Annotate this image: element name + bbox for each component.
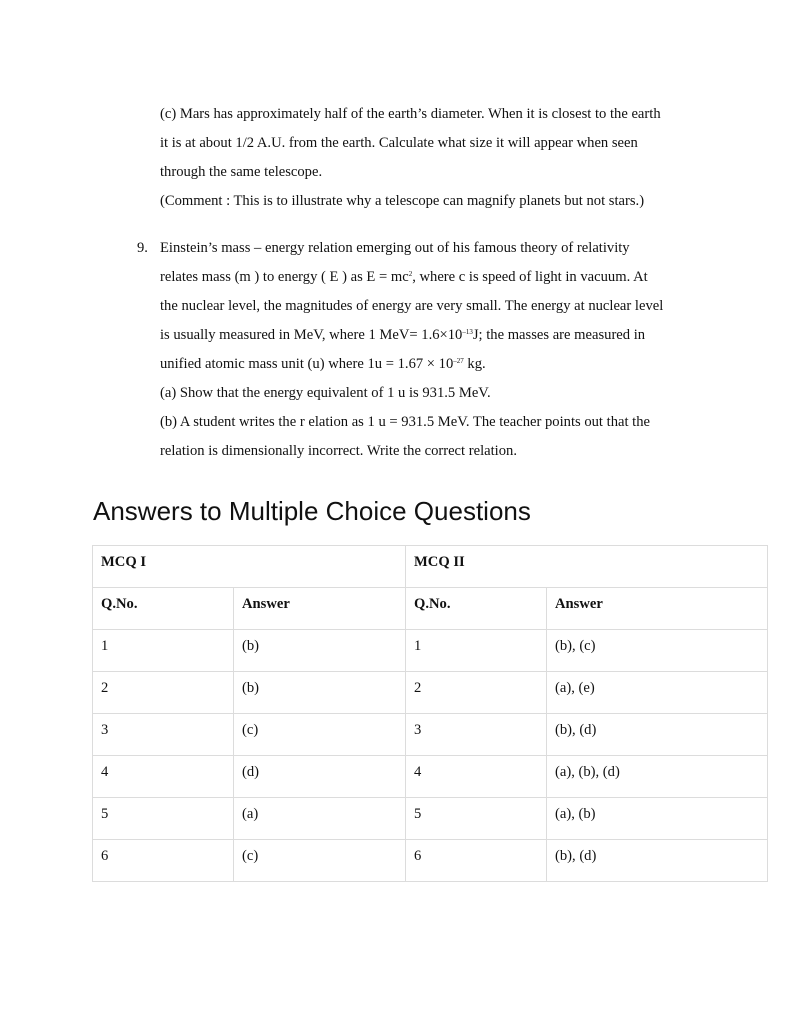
- question-number: 9.: [137, 240, 148, 256]
- superscript: –13: [462, 328, 473, 336]
- group-header-mcq-1: MCQ I: [93, 546, 406, 588]
- table-group-header-row: [93, 546, 768, 588]
- mcq1-answer: (a): [234, 798, 406, 840]
- table-row: [93, 840, 768, 882]
- part-c-line-3: through the same telescope.: [160, 164, 323, 180]
- part-c-line-1: (c) Mars has approximately half of the earth’s diameter. When it is closest to the earth: [160, 106, 661, 122]
- superscript: 2: [408, 270, 413, 278]
- mcq1-qno: 5: [93, 798, 234, 840]
- mcq1-qno: 1: [93, 630, 234, 672]
- section-heading: Answers to Multiple Choice Questions: [93, 496, 531, 526]
- q9-part-b-line-1: (b) A student writes the r elation as 1 u = 931.5 MeV. The teacher points out that the: [160, 414, 651, 430]
- mcq2-answer: (b), (c): [547, 630, 768, 672]
- table-row: [93, 798, 768, 840]
- q9-line-2-text: relates mass (m ) to energy ( E ) as E = mc: [160, 269, 409, 285]
- part-c-comment: (Comment : This is to illustrate why a telescope can magnify planets but not stars.): [160, 193, 645, 209]
- superscript: –27: [453, 357, 464, 365]
- q9-line-2: [160, 267, 648, 287]
- q9-line-5-text-end: kg.: [463, 356, 486, 372]
- table-row: [93, 630, 768, 672]
- table-column-header-row: [93, 588, 768, 630]
- mcq1-answer: (d): [234, 756, 406, 798]
- mcq1-answer: (c): [234, 714, 406, 756]
- q9-line-4: [160, 325, 645, 345]
- mcq1-answer: (b): [234, 672, 406, 714]
- mcq2-qno: 3: [406, 714, 547, 756]
- mcq1-qno: 2: [93, 672, 234, 714]
- mcq2-qno: 4: [406, 756, 547, 798]
- mcq2-qno: 1: [406, 630, 547, 672]
- column-header-answer: Answer: [547, 588, 768, 630]
- q9-line-3: the nuclear level, the magnitudes of energy are very small. The energy at nuclear level: [160, 298, 664, 314]
- q9-line-2-text-end: , where c is speed of light in vacuum. At: [412, 269, 648, 285]
- q9-line-1: Einstein’s mass – energy relation emerging out of his famous theory of relativity: [160, 240, 630, 256]
- mcq2-qno: 2: [406, 672, 547, 714]
- column-header-answer: Answer: [234, 588, 406, 630]
- part-c-line-2: it is at about 1/2 A.U. from the earth. Calculate what size it will appear when seen: [160, 135, 638, 151]
- q9-line-4-text: is usually measured in MeV, where 1 MeV= 1.6×10: [160, 327, 463, 343]
- mcq2-answer: (b), (d): [547, 840, 768, 882]
- mcq2-answer: (b), (d): [547, 714, 768, 756]
- q9-line-5-text: unified atomic mass unit (u) where 1u = 1.67 × 10: [160, 356, 454, 372]
- q9-line-5: [160, 354, 486, 374]
- mcq2-answer: (a), (b): [547, 798, 768, 840]
- mcq2-qno: 6: [406, 840, 547, 882]
- mcq2-answer: (a), (b), (d): [547, 756, 768, 798]
- table-row: [93, 714, 768, 756]
- q9-line-4-text-end: J; the masses are measured in: [472, 327, 646, 343]
- group-header-mcq-2: MCQ II: [406, 546, 768, 588]
- column-header-qno: Q.No.: [93, 588, 234, 630]
- mcq1-qno: 3: [93, 714, 234, 756]
- mcq1-answer: (c): [234, 840, 406, 882]
- q9-part-b-line-2: relation is dimensionally incorrect. Write the correct relation.: [160, 443, 517, 459]
- mcq2-qno: 5: [406, 798, 547, 840]
- mcq1-qno: 6: [93, 840, 234, 882]
- q9-part-a: (a) Show that the energy equivalent of 1 u is 931.5 MeV.: [160, 385, 491, 401]
- mcq2-answer: (a), (e): [547, 672, 768, 714]
- mcq1-qno: 4: [93, 756, 234, 798]
- table-row: [93, 672, 768, 714]
- column-header-qno: Q.No.: [406, 588, 547, 630]
- table-row: [93, 756, 768, 798]
- answers-table: [92, 545, 768, 882]
- mcq1-answer: (b): [234, 630, 406, 672]
